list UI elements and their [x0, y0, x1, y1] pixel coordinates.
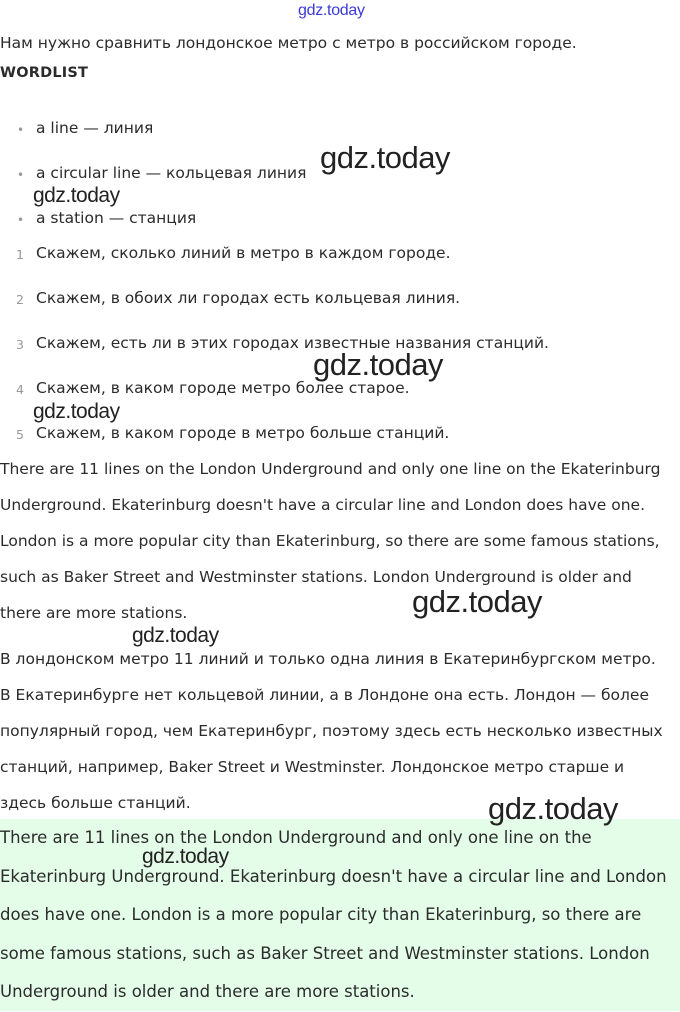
answer-russian: В лондонском метро 11 линий и только одна линия в Екатеринбургском метро. В Екатеринбурге нет кольцевой линии, а в Лондоне она есть. Лондон — более популярный город, чем Екатеринбург, поэтому здесь есть несколько известных станций, например, Baker Street и Westminster. Лондонское метро старше и здесь больше станций. [0, 650, 663, 812]
watermark: gdz.today [132, 624, 219, 647]
bullet-icon: • [17, 123, 25, 137]
watermark: gdz.today [33, 400, 120, 423]
watermark: gdz.today [412, 584, 542, 619]
task-number: 4 [16, 382, 24, 397]
wordlist-item: a station — станция [36, 209, 197, 227]
task-text: Скажем, в обоих ли городах есть кольцевая линия. [36, 289, 461, 307]
bullet-icon: • [17, 168, 25, 182]
watermark: gdz.today [33, 184, 120, 207]
watermark: gdz.today [488, 791, 618, 826]
task-text: Скажем, есть ли в этих городах известные названия станций. [36, 334, 549, 352]
task-text: Скажем, в каком городе метро более старое. [36, 379, 410, 397]
task-number: 2 [16, 292, 24, 307]
wordlist-item: a line — линия [36, 119, 154, 137]
answer-english-highlighted: There are 11 lines on the London Underground and only one line on the Ekaterinburg Underground. Ekaterinburg doesn't have a circular line and London does have one. London is a more popular city than Ekaterinburg, so there are some famous stations, such as Baker Street and Westminster stations. London Underground is older and there are more stations. [0, 828, 667, 1001]
watermark-top[interactable]: gdz.today [298, 2, 365, 19]
bullet-icon: • [17, 213, 25, 227]
wordlist-item: a circular line — кольцевая линия [36, 164, 307, 182]
task-number: 5 [16, 427, 24, 442]
task-text: Скажем, в каком городе в метро больше станций. [36, 424, 450, 442]
watermark: gdz.today [313, 347, 443, 382]
wordlist-heading: WORDLIST [0, 65, 89, 81]
watermark: gdz.today [142, 845, 229, 868]
intro-text: Нам нужно сравнить лондонское метро с метро в российском городе. [0, 34, 577, 52]
task-number: 3 [16, 337, 24, 352]
task-text: Скажем, сколько линий в метро в каждом городе. [36, 244, 451, 262]
watermark: gdz.today [320, 140, 450, 175]
task-number: 1 [16, 247, 24, 262]
answer-english: There are 11 lines on the London Underground and only one line on the Ekaterinburg Underground. Ekaterinburg doesn't have a circular line and London does have one. London is a more popular city than Ekaterinburg, so there are some famous stations, such as Baker Street and Westminster stations. London Underground is older and there are more stations. [0, 460, 661, 622]
